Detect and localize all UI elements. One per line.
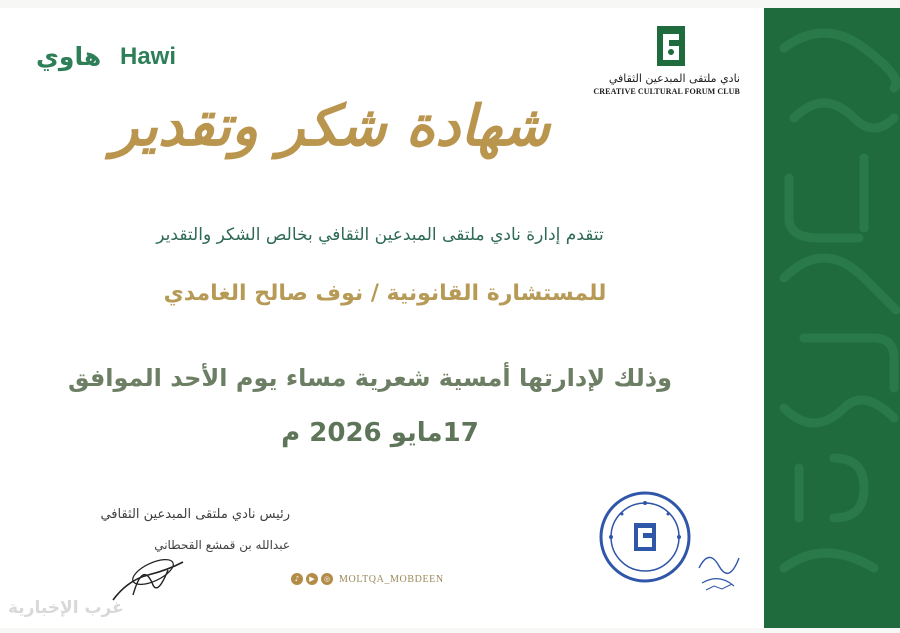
reason-line: وذلك لإدارتها أمسية شعرية مساء يوم الأحد الموافق: [67, 364, 673, 392]
recipient-line: للمستشارة القانونية / نوف صالح الغامدي: [163, 281, 607, 306]
president-signature: [108, 550, 188, 605]
youtube-icon[interactable]: ▶: [306, 573, 318, 585]
club-name-english: CREATIVE CULTURAL FORUM CLUB: [593, 87, 740, 96]
hawi-logo: [36, 40, 186, 76]
tiktok-icon[interactable]: ♪: [291, 573, 303, 585]
news-watermark: غرب الإخبارية: [8, 598, 124, 618]
hawi-logo-arabic: هاوي: [36, 42, 102, 71]
band-pattern: [744, 8, 900, 628]
club-name-arabic: نادي ملتقى المبدعين الثقافي: [608, 72, 740, 85]
club-logo-icon: [655, 24, 687, 68]
president-title: رئيس نادي ملتقى المبدعين الثقافي: [100, 507, 290, 522]
date-line: 17مايو 2026 م: [281, 418, 479, 448]
certificate-title: شهادة شكر وتقدير: [111, 93, 550, 159]
hawi-logo-english: Hawi: [120, 43, 177, 70]
second-signature: [694, 528, 744, 594]
club-seal-stamp: [598, 490, 692, 584]
intro-line: تتقدم إدارة نادي ملتقى المبدعين الثقافي بخالص الشكر والتقدير: [156, 225, 604, 245]
president-name: عبدالله بن قمشع القحطاني: [154, 538, 290, 552]
instagram-icon[interactable]: ◎: [321, 573, 333, 585]
green-side-band: [744, 8, 900, 628]
social-links: [291, 571, 444, 587]
social-handle: MOLTQA_MOBDEEN: [339, 573, 444, 585]
